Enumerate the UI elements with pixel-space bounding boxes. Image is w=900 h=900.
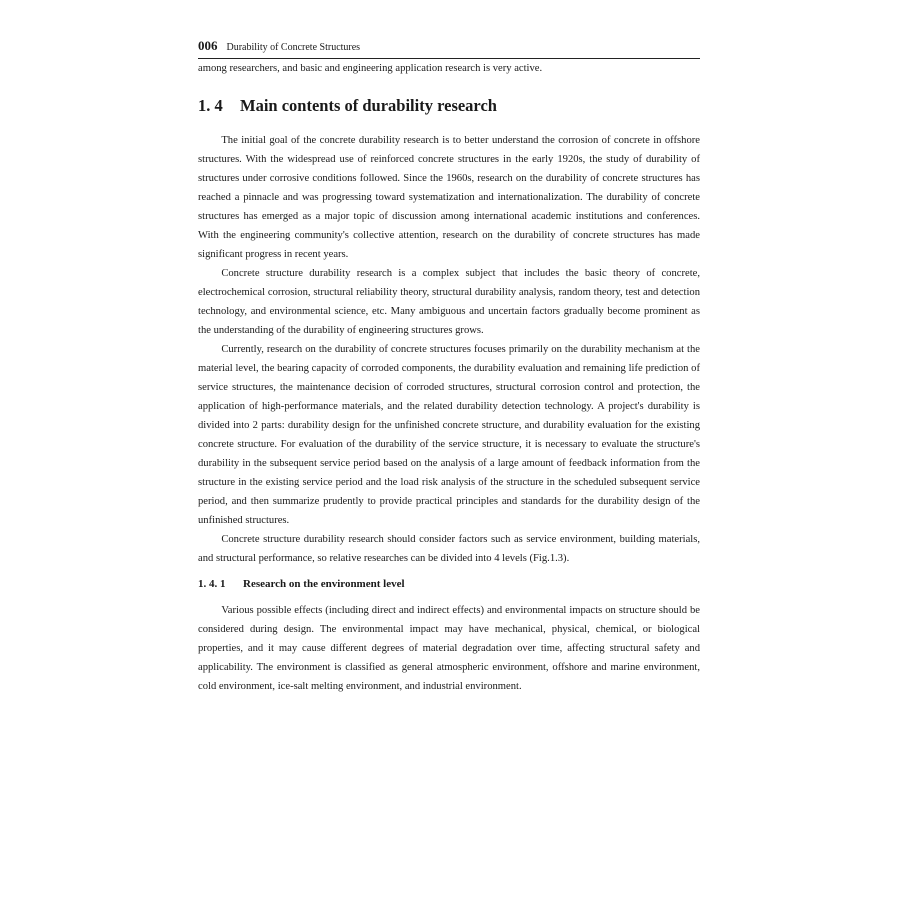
page-number: 006 (198, 38, 218, 53)
body-paragraph-2: Concrete structure durability research is a complex subject that includes the basic theory of concrete, electrochemical corrosion, structural reliability theory, structural durability analysis, random theory, test and detection technology, and environmental science, etc. Many ambiguous and uncertain factors gradually become prominent as the understanding of the durability of engineering structures grows. (198, 268, 700, 336)
subsection-number: 1. 4. 1 (198, 578, 226, 590)
running-head (198, 38, 700, 59)
continuation-paragraph: among researchers, and basic and engineering application research is very active. (198, 63, 543, 74)
body-paragraph-4: Concrete structure durability research should consider factors such as service environment, building materials, and structural performance, so relative researches can be divided into 4 levels (Fig.1.3). (198, 534, 700, 564)
book-page (198, 38, 700, 696)
book-title: Durability of Concrete Structures (226, 42, 361, 53)
section-number: 1. 4 (198, 96, 223, 115)
body-paragraph-1: The initial goal of the concrete durability research is to better understand the corrosion of concrete in offshore structures. With the widespread use of reinforced concrete structures in the early 1920s, the study of durability of structures under corrosive conditions followed. Since the 1960s, research on the durability of concrete structures has reached a pinnacle and was progressing toward systematization and internationalization. The durability of concrete structures has emerged as a major topic of discussion among international academic institutions and conferences. With the engineering community's collective attention, research on the durability of concrete structures has made significant progress in recent years. (198, 135, 700, 260)
body-paragraph-3: Currently, research on the durability of concrete structures focuses primarily on the durability mechanism at the material level, the bearing capacity of corroded components, the durability evaluation and remaining life prediction of service structures, the maintenance decision of corroded structures, structural corrosion control and protection, the application of high-performance materials, and the related durability detection technology. A project's durability is divided into 2 parts: durability design for the unfinished concrete structure, and durability evaluation for the existing concrete structure. For evaluation of the durability of the service structure, it is necessary to evaluate the structure's durability in the subsequent service period based on the analysis of a large amount of feedback information from the structure in the existing service period and the load risk analysis of the structure in the scheduled subsequent service period, and then summarize prudently to provide practical principles and standards for the durability design of the unfinished structures. (198, 344, 700, 526)
subsection-heading (198, 575, 700, 593)
subsection-title: Research on the environment level (243, 578, 405, 590)
section-title: Main contents of durability research (240, 96, 497, 115)
section-heading (198, 95, 700, 117)
subsection-paragraph-1: Various possible effects (including direct and indirect effects) and environmental impacts on structure should be considered during design. The environmental impact may have mechanical, physical, chemical, or biological properties, and it may cause different degrees of material degradation over time, affecting structural safety and applicability. The environment is classified as general atmospheric environment, offshore and marine environment, cold environment, ice-salt melting environment, and industrial environment. (198, 605, 700, 692)
